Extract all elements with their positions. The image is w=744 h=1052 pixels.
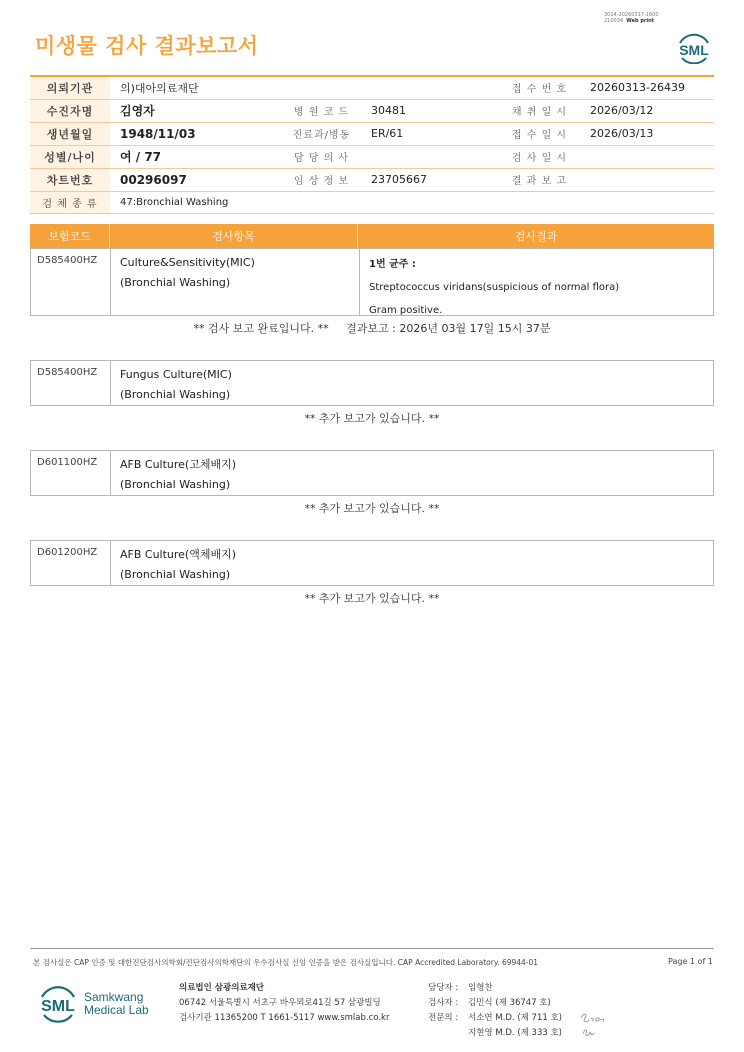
staff-name: 임형찬 [468,983,493,993]
staff-role: 전문의 : [428,1013,459,1023]
test-code: D601100HZ [31,451,111,495]
test-item-specimen: (Bronchial Washing) [120,276,231,289]
test-item-name: Culture&Sensitivity(MIC) [120,256,255,269]
logo-text: SML [679,42,709,58]
sml-logo-icon [674,28,714,64]
brand-name [84,991,149,1017]
test-item-name: AFB Culture(고체배지) [120,458,237,471]
label-requester: 의뢰기관 [30,76,110,99]
value-patient-name: 김영자 [110,99,282,122]
value-hospital-code: 30481 [361,99,499,122]
header-test-item: 검사항목 [110,224,358,248]
staff-row [428,981,562,996]
label-patient-name: 수진자명 [30,99,110,122]
company-name: 의료법인 삼광의료재단 [179,983,265,993]
label-test-date: 검 사 일 시 [499,145,580,168]
additional-report-note: ** 추가 보고가 있습니다. ** [304,592,440,605]
staff-name: 서소연 M.D. (제 711 호) [468,1013,563,1023]
patient-info-table [30,75,714,214]
company-contact: 검사기관 11365200 T 1661-5117 www.smlab.co.kr [179,1013,390,1023]
test-item-name: Fungus Culture(MIC) [120,368,232,381]
footer-logo-text: SML [41,998,75,1015]
staff-role: 담당자 : [428,983,459,993]
info-row [30,122,714,145]
test-item [111,249,359,315]
test-item-name: AFB Culture(액체배지) [120,548,237,561]
label-birthdate: 생년월일 [30,122,110,145]
test-item-specimen: (Bronchial Washing) [120,388,231,401]
value-result-report [580,168,714,191]
report-complete-note: ** 검사 보고 완료입니다. ** 결과보고 : 2026년 03월 17일 15시 37분 [193,322,551,335]
test-result [359,249,713,315]
value-chart-no: 00296097 [110,168,282,191]
footer-divider [30,948,714,949]
value-doctor [361,145,499,168]
value-test-date [580,145,714,168]
value-sex-age: 여 / 77 [110,145,282,168]
header-test-result: 검사결과 [514,230,558,243]
print-meta [604,12,659,24]
certification-text: 본 검사실은 CAP 인증 및 대한진단검사의학회/진단검사의학재단의 우수검사실 신임 인증을 받은 검사실입니다. CAP Accredited Laboratory. 69944-01 [33,958,539,967]
value-receipt-date: 2026/03/13 [580,122,714,145]
staff-name: 지현영 M.D. (제 333 호) [468,1028,563,1038]
value-requester: 의)대아의료재단 [110,76,499,99]
info-row [30,99,714,122]
result-strain: 1번 균주 : [369,259,416,270]
company-info [179,981,389,1026]
value-collection-date: 2026/03/12 [580,99,714,122]
value-clinical-info: 23705667 [361,168,499,191]
label-clinical-info: 임 상 정 보 [282,168,361,191]
page-number: Page 1 of 1 [668,957,713,966]
label-chart-no: 차트번호 [30,168,110,191]
test-code: D601200HZ [31,541,111,585]
web-print-tag: Web print [626,18,655,24]
label-doctor: 담 당 의 사 [282,145,361,168]
label-specimen-type: 검 체 종 류 [30,191,110,213]
test-item [111,541,713,585]
results-header [30,224,714,248]
test-row [30,360,714,406]
sml-footer-logo-icon [36,978,80,1028]
label-sex-age: 성별/나이 [30,145,110,168]
test-code: D585400HZ [31,361,111,405]
result-gram: Gram positive. [369,305,443,316]
staff-name: 김민식 (제 36747 호) [468,998,551,1008]
info-row [30,145,714,168]
label-receipt-date: 접 수 일 시 [499,122,580,145]
value-specimen-type: 47:Bronchial Washing [110,191,714,213]
page-title: 미생물 검사 결과보고서 [35,34,259,58]
label-result-report: 결 과 보 고 [499,168,580,191]
value-birthdate: 1948/11/03 [110,122,282,145]
staff-row [428,996,562,1011]
value-department: ER/61 [361,122,499,145]
staff-row [428,1026,562,1041]
label-department: 진료과/병동 [282,122,361,145]
staff-role [428,1026,468,1041]
test-item-specimen: (Bronchial Washing) [120,478,231,491]
additional-report-note: ** 추가 보고가 있습니다. ** [304,412,440,425]
print-meta-line1: 3014-20260317-1600 [604,12,659,18]
signature-icon [578,1010,610,1040]
info-row [30,76,714,99]
test-item [111,361,713,405]
staff-info [428,981,562,1041]
label-hospital-code: 병 원 코 드 [282,99,361,122]
test-row [30,248,714,316]
test-row [30,540,714,586]
print-meta-code: 210034 [604,18,624,24]
info-row [30,168,714,191]
label-collection-date: 채 취 일 시 [499,99,580,122]
company-address: 06742 서울특별시 서초구 바우뫼로41길 57 삼광빌딩 [179,998,381,1008]
result-organism: Streptococcus viridans(suspicious of normal flora) [369,282,620,293]
test-code: D585400HZ [31,249,111,315]
brand-line2: Medical Lab [84,1003,149,1017]
label-receipt-no: 접 수 번 호 [499,76,580,99]
header-insurance-code: 보험코드 [30,224,110,248]
test-item [111,451,713,495]
additional-report-note: ** 추가 보고가 있습니다. ** [304,502,440,515]
staff-role: 검사자 : [428,998,459,1008]
brand-line1: Samkwang [84,990,144,1004]
test-item-specimen: (Bronchial Washing) [120,568,231,581]
test-row [30,450,714,496]
value-receipt-no: 20260313-26439 [580,76,714,99]
staff-row [428,1011,562,1026]
info-row [30,191,714,213]
